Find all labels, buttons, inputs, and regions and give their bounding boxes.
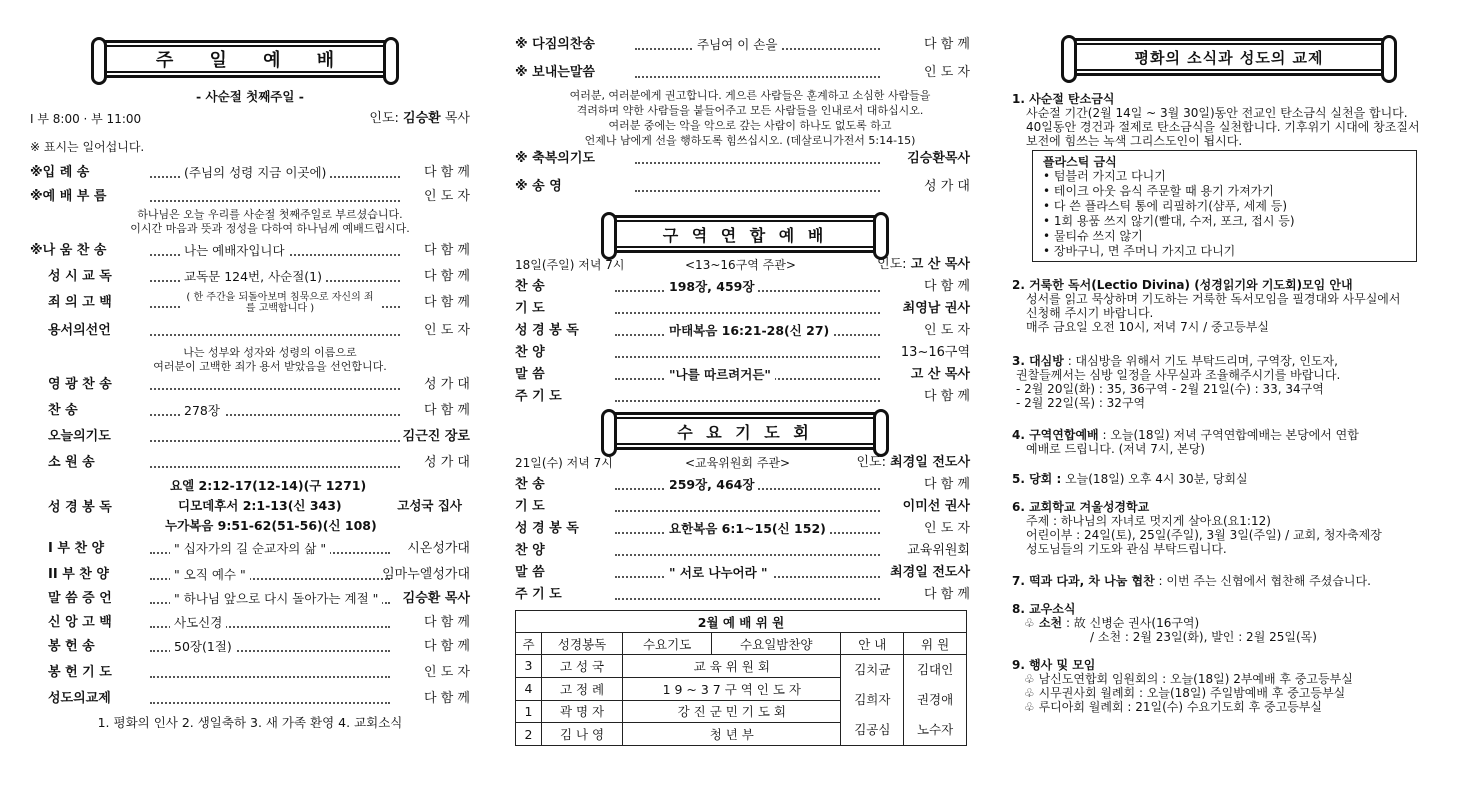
doxo-label: ※ 송 영 <box>515 179 562 194</box>
scroll-ornament-right <box>383 37 399 85</box>
worship-committee-table <box>515 610 967 746</box>
district-date: 18일(주일) 저녁 7시 <box>515 258 625 272</box>
sending-word-row <box>515 62 970 84</box>
table-header: 수요기도 <box>623 633 712 655</box>
scroll-ornament-right <box>873 409 889 457</box>
scroll-ornament-left <box>91 37 107 85</box>
text-line: 보전에 힘쓰는 녹색 그리스도인이 됩시다. <box>1026 134 1243 148</box>
text-line: 예배로 드립니다. (저녁 7시, 본당) <box>1026 442 1205 456</box>
fellowship-note: 1. 평화의 인사 2. 생일축하 3. 새 가족 환영 4. 교회소식 <box>97 715 403 730</box>
section-text <box>1012 106 1442 148</box>
district-host: <13~16구역 주관> <box>685 258 796 272</box>
table-header: 위 원 <box>904 633 967 655</box>
commit-performer: 다 함 께 <box>924 37 970 52</box>
news-session <box>1012 472 1442 486</box>
order-detail: 198장, 459장 <box>665 276 758 298</box>
order-performer: 다 함 께 <box>424 403 470 418</box>
leader-dots <box>150 466 400 468</box>
order-row <box>515 496 970 518</box>
order-row <box>30 662 470 684</box>
section-text: / 소천 : 2월 23일(화), 발인 : 2월 25일(목) <box>1090 630 1317 644</box>
service-times: I 부 8:00 · 부 11:00 <box>30 112 142 126</box>
scroll-ornament-left <box>601 409 617 457</box>
order-performer: 다 함 께 <box>424 639 470 654</box>
committee-name: 권경애 <box>916 692 954 707</box>
order-label: 말 씀 <box>515 367 545 382</box>
district-leader <box>877 254 970 276</box>
order-performer: 다 함 께 <box>924 279 970 294</box>
usher-name: 김치균 <box>854 662 891 677</box>
order-performer: 인 도 자 <box>424 323 470 338</box>
order-performer: 다 함 께 <box>924 587 970 602</box>
order-row <box>30 374 470 396</box>
order-detail: ( 한 주간을 되돌아보며 침묵으로 자신의 죄를 고백합니다 ) <box>180 292 380 314</box>
text-line: 신청해 주시기 바랍니다. <box>1026 306 1154 320</box>
wed-header <box>515 452 970 474</box>
text-line: - 2월 20일(화) : 35, 36구역 - 2월 21일(수) : 33, 34구역 <box>1016 382 1324 396</box>
text-line: ♧ 시무권사회 월례회 : 오늘(18일) 주일밤예배 후 중고등부실 <box>1024 686 1346 700</box>
leader-dots <box>150 200 400 202</box>
text-line: 권찰들께서는 심방 일정을 사무실과 조율해주시기를 바랍니다. <box>1016 368 1341 382</box>
cell-reader: 고 정 례 <box>541 677 622 700</box>
order-performer: 다 함 께 <box>424 243 470 258</box>
order-label: 죄 의 고 백 <box>48 295 112 310</box>
call-text-line: 이시간 마음과 뜻과 정성을 다하여 하나님께 예배드립시다. <box>130 222 410 235</box>
order-performer: 인 도 자 <box>924 323 970 338</box>
section-title: 9. 행사 및 모임 <box>1012 658 1096 672</box>
plastic-fast-box <box>1032 150 1417 262</box>
order-row <box>515 276 970 298</box>
order-detail: "나를 따르려거든" <box>665 364 775 386</box>
order-detail: 나는 예배자입니다 <box>180 240 289 262</box>
right-column <box>1012 0 1442 786</box>
table-header: 주 <box>516 633 542 655</box>
news-banner-title: 평화의 소식과 성도의 교제 <box>1134 48 1324 67</box>
table-header-row <box>516 633 967 655</box>
section-title: 5. 당회 : <box>1012 472 1062 486</box>
box-item: • 테이크 아웃 음식 주문할 때 용기 가져가기 <box>1043 184 1274 198</box>
order-row <box>515 298 970 320</box>
text-line: 사순절 기간(2월 14일 ~ 3월 30일)동안 전교인 탄소금식 실천을 합니다. <box>1026 106 1408 120</box>
leader-name: 최경일 전도사 <box>890 455 970 470</box>
order-label: 말 씀 <box>515 565 545 580</box>
leader-dots <box>635 76 880 78</box>
usher-name: 김공심 <box>854 722 891 737</box>
leader-label: 인도: <box>369 111 399 126</box>
order-row <box>30 426 470 448</box>
order-label: 말 씀 증 언 <box>48 591 112 606</box>
leader-dots <box>150 676 390 678</box>
order-performer: 성 가 대 <box>424 455 470 470</box>
leader-label: 인도: <box>856 455 886 470</box>
order-label: II 부 찬 양 <box>48 567 109 582</box>
leader-dots <box>150 388 400 390</box>
order-detail: 사도신경 <box>170 612 226 634</box>
wednesday-prayer-banner <box>610 412 880 450</box>
subtitle: - 사순절 첫째주일 - <box>196 89 304 104</box>
order-label: 성 시 교 독 <box>48 269 112 284</box>
section-title: 6. 교회학교 겨울성경학교 <box>1012 500 1150 514</box>
order-row <box>30 292 470 314</box>
order-label: 찬 송 <box>515 477 545 492</box>
news-district-worship <box>1012 428 1442 456</box>
scripture-reading <box>30 476 470 536</box>
order-detail: (주님의 성령 지금 이곳에) <box>180 162 330 184</box>
order-detail: 50장(1절) <box>170 636 236 658</box>
text-line: 주제 : 하나님의 자녀로 멋지게 살아요(요1:12) <box>1026 514 1271 528</box>
order-detail: 278장 <box>180 400 224 422</box>
send-label: ※ 보내는말씀 <box>515 65 595 80</box>
order-detail: 259장, 464장 <box>665 474 758 496</box>
order-label: 성 경 봉 독 <box>515 521 579 536</box>
order-row <box>515 518 970 540</box>
order-performer: 이미선 권사 <box>902 499 970 514</box>
order-performer: 고 산 목사 <box>910 367 970 382</box>
order-performer: 인 도 자 <box>924 521 970 536</box>
table-title-row <box>516 611 967 633</box>
leader-dots <box>150 702 390 704</box>
order-label: 오늘의기도 <box>48 429 111 444</box>
reading-2: 디모데후서 2:1-13(신 343) <box>178 498 342 513</box>
order-performer: 인 도 자 <box>424 665 470 680</box>
order-label: 찬 양 <box>515 543 545 558</box>
table-title: 2월 예 배 위 원 <box>516 611 967 633</box>
section-text: 오늘(18일) 오후 4시 30분, 당회실 <box>1061 472 1248 486</box>
cell-committee <box>904 655 967 746</box>
news-lent-carbon-fast <box>1012 92 1442 148</box>
order-performer: 13~16구역 <box>900 345 970 360</box>
standing-note: ※ 표시는 일어섭니다. <box>30 140 145 154</box>
news-winter-bible-school <box>1012 500 1442 556</box>
text-line: - 2월 22일(목) : 32구역 <box>1016 396 1146 410</box>
order-detail: " 오직 예수 " <box>170 564 250 586</box>
commit-label: ※ 다짐의찬송 <box>515 37 595 52</box>
left-column <box>30 0 470 786</box>
box-item: • 물티슈 쓰지 않기 <box>1043 229 1143 243</box>
order-label: 신 앙 고 백 <box>48 615 112 630</box>
order-detail: 마태복음 16:21-28(신 27) <box>665 320 833 342</box>
middle-column <box>515 0 970 786</box>
commitment-hymn-row <box>515 34 970 56</box>
order-performer: 성 가 대 <box>424 377 470 392</box>
bless-label: ※ 축복의기도 <box>515 151 595 166</box>
order-performer: 다 함 께 <box>424 269 470 284</box>
section-title: 8. 교우소식 <box>1012 602 1076 616</box>
news-visitation <box>1012 354 1442 410</box>
table-row <box>516 655 967 678</box>
leader-dots <box>150 440 400 442</box>
order-performer: 교육위원회 <box>907 543 970 558</box>
committee-name: 노수자 <box>916 722 954 737</box>
section-text: : 오늘(18일) 저녁 구역연합예배는 본당에서 연합 <box>1098 428 1359 442</box>
leader-name: 고 산 목사 <box>910 257 970 272</box>
order-label: 영 광 찬 송 <box>48 377 112 392</box>
box-item: • 장바구니, 면 주머니 가지고 다니기 <box>1043 244 1236 258</box>
order-row <box>30 162 470 184</box>
news-lectio-divina <box>1012 278 1442 334</box>
doxo-performer: 성 가 대 <box>924 179 970 194</box>
news-member-news <box>1012 602 1442 644</box>
send-performer: 인 도 자 <box>924 65 970 80</box>
reader: 고성국 집사 <box>397 498 462 513</box>
order-detail: " 하나님 앞으로 다시 돌아가는 계절 " <box>170 588 382 610</box>
order-label: 봉 헌 송 <box>48 639 95 654</box>
order-row <box>515 474 970 496</box>
cell-reader: 고 성 국 <box>541 655 622 678</box>
section-text <box>1012 292 1442 334</box>
order-label: 기 도 <box>515 301 545 316</box>
text-line: ♧ 남신도연합회 임원회의 : 오늘(18일) 2부예배 후 중고등부실 <box>1024 672 1353 686</box>
box-list <box>1043 169 1295 259</box>
leader-title: 목사 <box>444 111 470 126</box>
order-performer: 김승환 목사 <box>402 591 470 606</box>
leader-dots <box>615 356 880 358</box>
order-row <box>515 540 970 562</box>
cell-wed-prayer: 강 진 군 민 기 도 회 <box>623 700 841 723</box>
order-row <box>515 562 970 584</box>
box-item: • 1회 용품 쓰지 않기(빨대, 수저, 포크, 접시 등) <box>1043 214 1295 228</box>
order-label: 찬 송 <box>515 279 545 294</box>
section-text: : 故 신병순 권사(16구역) <box>1062 616 1200 630</box>
section-text: : 이번 주는 신협에서 협찬해 주셨습니다. <box>1154 574 1371 588</box>
table-header: 성경봉독 <box>541 633 622 655</box>
leader-label: 인도: <box>877 257 907 272</box>
cell-wed-prayer: 1 9 ~ 3 7 구 역 인 도 자 <box>623 677 841 700</box>
order-label: 주 기 도 <box>515 389 562 404</box>
order-performer: 시온성가대 <box>407 541 470 556</box>
news-banner <box>1070 38 1388 76</box>
send-text-line: 격려하며 약한 사람들을 붙들어주고 모든 사람들을 인내로서 대하십시오. <box>576 104 924 117</box>
order-label: 기 도 <box>515 499 545 514</box>
order-row <box>515 364 970 386</box>
usher-name: 김희자 <box>854 692 891 707</box>
news-refreshments <box>1012 574 1442 588</box>
event-list <box>1012 672 1442 714</box>
order-performer: 최영남 권사 <box>902 301 970 316</box>
wed-date: 21일(수) 저녁 7시 <box>515 456 613 470</box>
box-title: 플라스틱 금식 <box>1043 155 1117 169</box>
leader-dots <box>615 510 880 512</box>
sunday-worship-banner <box>100 40 390 78</box>
section-text <box>1012 514 1442 556</box>
text-line: 어린이부 : 24일(토), 25일(주일), 3월 3일(주일) / 교회, 청자축제장 <box>1026 528 1382 542</box>
district-worship-banner <box>610 215 880 253</box>
order-row <box>30 400 470 422</box>
order-row <box>515 386 970 408</box>
section-title: 7. 떡과 다과, 차 나눔 협찬 <box>1012 574 1155 588</box>
leader-dots <box>615 598 880 600</box>
order-performer: 임마누엘성가대 <box>382 567 470 582</box>
leader-dots <box>615 312 880 314</box>
order-performer: 다 함 께 <box>424 615 470 630</box>
section-text <box>1012 368 1442 410</box>
order-label: 용서의선언 <box>48 323 111 338</box>
scroll-ornament-left <box>601 212 617 260</box>
order-row <box>30 636 470 658</box>
order-row <box>30 266 470 288</box>
section-title: 4. 구역연합예배 <box>1012 428 1099 442</box>
order-row <box>30 240 470 262</box>
leader-info <box>369 108 470 130</box>
order-detail: " 십자가의 길 순교자의 삶 " <box>170 538 330 560</box>
section-text: : 대심방을 위해서 기도 부탁드리며, 구역장, 인도자, <box>1063 354 1338 368</box>
order-row <box>30 688 470 710</box>
order-detail: 교독문 124번, 사순절(1) <box>180 266 326 288</box>
reading-3: 누가복음 9:51-62(51-56)(신 108) <box>165 518 377 533</box>
table-header: 안 내 <box>841 633 904 655</box>
section-title: 1. 사순절 탄소금식 <box>1012 92 1115 106</box>
leader-name: 김승환 <box>403 111 441 126</box>
reading-1: 요엘 2:12-17(12-14)(구 1271) <box>170 478 367 493</box>
order-row <box>515 320 970 342</box>
order-row <box>30 564 470 586</box>
time-row <box>30 108 470 130</box>
order-label: ※예 배 부 름 <box>30 189 107 204</box>
order-label: 성도의교제 <box>48 691 111 706</box>
section-title: 2. 거룩한 독서(Lectio Divina) (성경읽기와 기도회)모임 안내 <box>1012 278 1353 292</box>
table-header: 수요일밤찬양 <box>712 633 841 655</box>
text-line: 성서를 읽고 묵상하며 기도하는 거룩한 독서모임을 필경대와 사무실에서 <box>1026 292 1401 306</box>
text-line: ♧ 루디아회 월례회 : 21일(수) 수요기도회 후 중고등부실 <box>1024 700 1322 714</box>
order-row <box>30 538 470 560</box>
send-text-line: 여러분 중에는 악을 악으로 갚는 사람이 하나도 없도록 하고 <box>608 119 892 132</box>
order-label: 찬 양 <box>515 345 545 360</box>
order-row <box>30 452 470 474</box>
wed-banner-title: 수 요 기 도 회 <box>677 422 813 442</box>
order-performer: 다 함 께 <box>924 477 970 492</box>
order-performer: 다 함 께 <box>924 389 970 404</box>
scroll-ornament-right <box>873 212 889 260</box>
section-title: 3. 대심방 <box>1012 354 1064 368</box>
order-label: 찬 송 <box>48 403 78 418</box>
section-text <box>1012 442 1442 456</box>
benediction-row <box>515 148 970 170</box>
cell-reader: 곽 명 자 <box>541 700 622 723</box>
send-text-line: 여러분, 여러분에게 권고합니다. 게으른 사람들은 훈계하고 소심한 사람들을 <box>569 89 931 102</box>
cell-week: 3 <box>516 655 542 678</box>
send-text-line: 언제나 남에게 선을 행하도록 힘쓰십시오. (데살로니가전서 5:14-15) <box>584 134 916 147</box>
pardon-text <box>70 346 470 374</box>
order-row <box>30 186 470 208</box>
order-label: ※입 례 송 <box>30 165 90 180</box>
cell-wed-prayer: 교 육 위 원 회 <box>623 655 841 678</box>
cell-week: 1 <box>516 700 542 723</box>
cell-week: 2 <box>516 723 542 746</box>
text-line: 성도님들의 기도와 관심 부탁드립니다. <box>1026 542 1227 556</box>
cell-usher <box>841 655 904 746</box>
wed-host: <교육위원회 주관> <box>685 456 791 470</box>
order-row <box>515 342 970 364</box>
member-news-label: ♧ 소천 <box>1024 616 1063 630</box>
leader-dots <box>635 162 880 164</box>
doxology-row <box>515 176 970 198</box>
text-line: 40일동안 경건과 절제로 탄소금식을 실천합니다. 기후위기 시대에 창조질서 <box>1026 120 1420 134</box>
committee-name: 김대인 <box>916 662 954 677</box>
leader-dots <box>150 334 400 336</box>
call-to-worship-text <box>70 208 470 236</box>
box-item: • 다 쓴 플라스틱 통에 리필하기(샴푸, 세제 등) <box>1043 199 1288 213</box>
reading-label: 성 경 봉 독 <box>48 500 112 515</box>
commit-hymn-title: 주님여 이 손을 <box>693 34 781 56</box>
bless-performer: 김승환목사 <box>907 151 970 166</box>
order-row <box>515 584 970 606</box>
scroll-ornament-right <box>1381 35 1397 83</box>
cell-reader: 김 나 영 <box>541 723 622 746</box>
cell-wed-prayer: 청 년 부 <box>623 723 841 746</box>
order-row <box>30 588 470 610</box>
banner-title: 주 일 예 배 <box>155 50 335 71</box>
leader-dots <box>635 190 880 192</box>
order-label: 소 원 송 <box>48 455 95 470</box>
wed-leader <box>856 452 970 474</box>
order-label: 주 기 도 <box>515 587 562 602</box>
pardon-text-line: 여러분이 고백한 죄가 용서 받았음을 선언합니다. <box>153 360 387 373</box>
order-performer: 김근진 장로 <box>402 429 470 444</box>
pardon-text-line: 나는 성부와 성자와 성령의 이름으로 <box>183 346 357 359</box>
order-label: I 부 찬 양 <box>48 541 105 556</box>
call-text-line: 하나님은 오늘 우리를 사순절 첫째주일로 부르셨습니다. <box>137 208 403 221</box>
leader-dots <box>615 554 880 556</box>
cell-week: 4 <box>516 677 542 700</box>
order-performer: 다 함 께 <box>424 165 470 180</box>
news-events <box>1012 658 1442 714</box>
order-performer: 인 도 자 <box>424 189 470 204</box>
leader-dots <box>615 400 880 402</box>
order-label: ※나 움 찬 송 <box>30 243 107 258</box>
district-banner-title: 구 역 연 합 예 배 <box>662 225 828 245</box>
order-label: 봉 헌 기 도 <box>48 665 112 680</box>
district-header <box>515 254 970 276</box>
order-detail: " 서로 나누어라 " <box>665 562 772 584</box>
order-detail: 요한복음 6:1~15(신 152) <box>665 518 830 540</box>
order-performer: 다 함 께 <box>424 691 470 706</box>
order-performer: 다 함 께 <box>424 295 470 310</box>
order-row <box>30 612 470 634</box>
scroll-ornament-left <box>1061 35 1077 83</box>
box-item: • 텀블러 가지고 다니기 <box>1043 169 1166 183</box>
order-label: 성 경 봉 독 <box>515 323 579 338</box>
text-line: 매주 금요일 오전 10시, 저녁 7시 / 중고등부실 <box>1026 320 1269 334</box>
order-row <box>30 320 470 342</box>
order-performer: 최경일 전도사 <box>890 565 970 580</box>
sending-word-text <box>535 88 965 148</box>
